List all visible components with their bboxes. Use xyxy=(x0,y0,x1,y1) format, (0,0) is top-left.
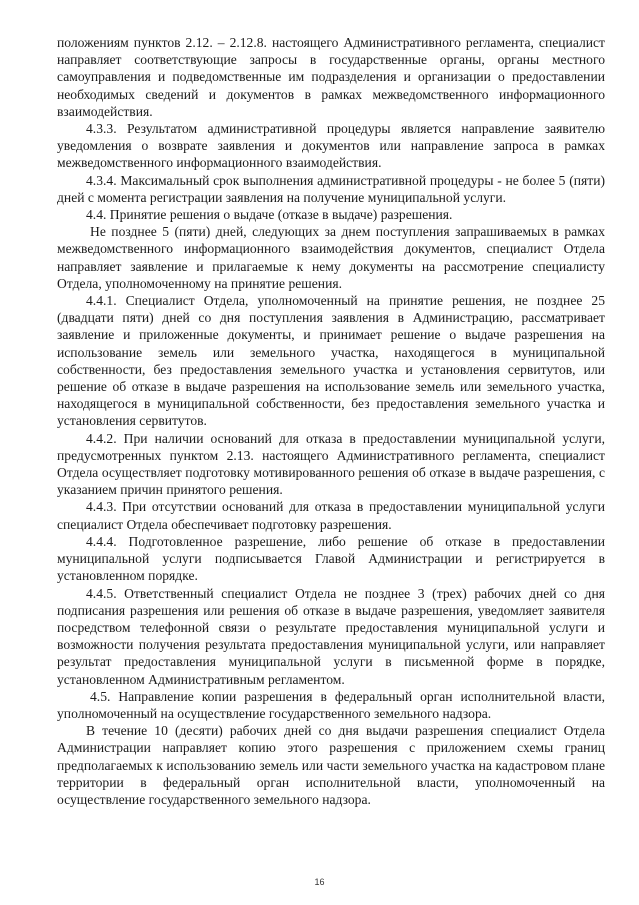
paragraph-4-4-5: 4.4.5. Ответственный специалист Отдела не позднее 3 (трех) рабочих дней со дня подписания разрешения или решения об отказе в выдаче разрешения, уведомляет заявителя посредством телефонной связи о результате предоставления муниципальной услуги и возможности получения результата предоставления муниципальной услуги, или направляет результат предоставления муниципальной услуги в письменной форме в порядке, установленном Административным регламентом. xyxy=(57,585,605,687)
paragraph-4-4-3: 4.4.3. При отсутствии оснований для отказа в предоставлении муниципальной услуги специалист Отдела обеспечивает подготовку разрешения. xyxy=(57,499,605,532)
paragraph-4-3-3: 4.3.3. Результатом административной процедуры является направление заявителю уведомления о возврате заявления и документов или направление запроса в рамках межведомственного информационного взаимодействия. xyxy=(57,121,605,171)
paragraph-intro: положениям пунктов 2.12. – 2.12.8. настоящего Административного регламента, специалист направляет соответствующие запросы в государственные органы, органы местного самоуправления и подведомственные им подразделения и организации о предоставлении необходимых сведений и документов в рамках межведомственного информационного взаимодействия. xyxy=(57,35,605,119)
paragraph-4-3-4: 4.3.4. Максимальный срок выполнения административной процедуры - не более 5 (пяти) дней с момента регистрации заявления на получение муниципальной услуги. xyxy=(57,172,605,205)
section-heading-4-4: 4.4. Принятие решения о выдаче (отказе в выдаче) разрешения. xyxy=(86,207,453,223)
paragraph-4-4-1: 4.4.1. Специалист Отдела, уполномоченный на принятие решения, не позднее 25 (двадцати пяти) дней со дня поступления заявления в Администрацию, рассматривает заявление и приложенные документы, и принимает решение о выдаче разрешения на использование земель или земельного участка, находящегося в муниципальной собственности, без предоставления земельного участка и установления сервитутов, или решение об отказе в выдаче разрешения на использование земель или земельного участка, находящегося в муниципальной собственности, без предоставления земельного участка и установления сервитутов. xyxy=(57,293,605,429)
document-body xyxy=(57,34,605,808)
paragraph-4-4-intro: Не позднее 5 (пяти) дней, следующих за днем поступления запрашиваемых в рамках межведомственного информационного взаимодействия документов, специалист Отдела направляет заявление и прилагаемые к нему документы на рассмотрение специалисту Отдела, уполномоченному на принятие решения. xyxy=(57,224,605,291)
paragraph-4-4-2: 4.4.2. При наличии оснований для отказа в предоставлении муниципальной услуги, предусмотренных пунктом 2.13. настоящего Административного регламента, специалист Отдела осуществляет подготовку мотивированного решения об отказе в выдаче разрешения, с указанием причин принятого решения. xyxy=(57,430,605,498)
paragraph-4-4-4: 4.4.4. Подготовленное разрешение, либо решение об отказе в предоставлении муниципальной услуги подписывается Главой Администрации и регистрируется в установленном порядке. xyxy=(57,533,605,584)
paragraph-4-5-body: В течение 10 (десяти) рабочих дней со дня выдачи разрешения специалист Отдела Администрации направляет копию этого разрешения с приложением схемы границ предполагаемых к использованию земель или части земельного участка на кадастровом плане территории в федеральный орган исполнительной власти, уполномоченный на осуществление государственного земельного надзора. xyxy=(57,723,605,807)
page-number: 16 xyxy=(314,877,325,887)
section-heading-4-5: 4.5. Направление копии разрешения в федеральный орган исполнительной власти, уполномоченный на осуществление государственного земельного надзора. xyxy=(57,688,605,721)
